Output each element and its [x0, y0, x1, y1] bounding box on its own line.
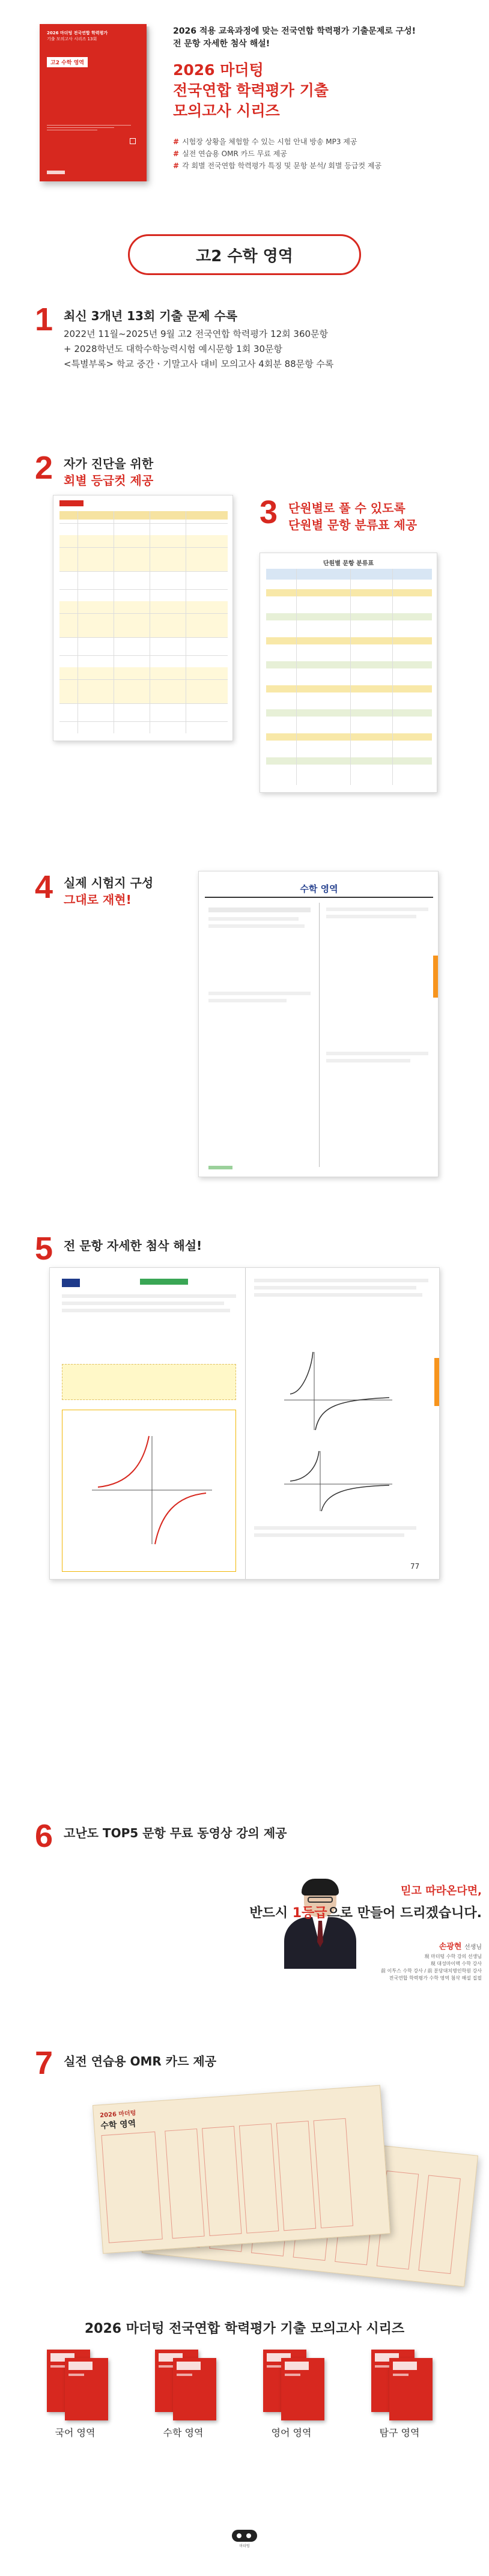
section-4-title-line-1: 실제 시험지 구성 — [64, 876, 154, 890]
intro-line-2: 전 문항 자세한 첨삭 해설! — [173, 39, 270, 49]
book-label-math: 수학 영역 — [163, 2427, 204, 2438]
book-cover-subject: 고2 수학 영역 — [47, 57, 88, 67]
book-shadow — [147, 26, 150, 181]
hash-icon: # — [173, 138, 180, 146]
book-label-english: 영어 영역 — [271, 2427, 312, 2438]
section-1-line-1: 2022년 11월~2025년 9월 고2 전국연합 학력평가 12회 360문항 — [64, 329, 329, 339]
publisher-logo — [232, 2530, 257, 2547]
promo-promise: 반드시 1등급으로 만들어 드리겠습니다. — [249, 1906, 482, 1921]
section-number-1: 1 — [35, 302, 53, 338]
section-1-title: 최신 3개년 13회 기출 문제 수록 — [64, 309, 238, 323]
header-text — [173, 25, 473, 172]
grade-cut-page-mock — [53, 495, 233, 741]
section-2-title — [64, 455, 153, 489]
page-number: 77 — [410, 1562, 420, 1571]
lecturer-credentials: 現 마더텅 수학 강의 선생님 現 대성마이맥 수학 강사 前 이투스 수학 강사 / 前 분당대치명인학원 강사 전국연합 학력평가 수학 영역 첨삭 해설 집필 — [381, 1954, 482, 1981]
series-footer-title: 2026 마더텅 전국연합 학력평가 기출 모의고사 시리즈 — [84, 2321, 405, 2336]
feature-list — [173, 136, 473, 172]
solution-graph-2-icon — [278, 1346, 398, 1436]
solution-graph-3-icon — [278, 1448, 398, 1514]
book-cover-decoration — [47, 123, 131, 132]
series-title-line-1: 2026 마더텅 — [173, 61, 264, 79]
section-number-2: 2 — [35, 450, 53, 486]
book-cover-badge — [130, 138, 136, 144]
feature-text: 시험장 상황을 체험할 수 있는 시험 안내 방송 MP3 제공 — [182, 138, 357, 146]
series-title-line-2: 전국연합 학력평가 기출 — [173, 82, 329, 99]
section-number-7: 7 — [35, 2045, 53, 2081]
section-3-title — [288, 500, 417, 533]
omr-header: 2026 마더텅 — [99, 2110, 136, 2120]
header-section — [0, 0, 489, 204]
section-1-body — [64, 327, 472, 372]
section-5-title: 전 문항 자세한 첨삭 해설! — [64, 1238, 202, 1253]
series-title-line-3: 모의고사 시리즈 — [173, 102, 280, 120]
feature-item — [173, 148, 473, 160]
section-number-5: 5 — [35, 1231, 53, 1267]
unit-classification-page-mock — [260, 553, 437, 793]
book-cover-logo — [47, 171, 65, 174]
intro-line-1: 2026 적용 교육과정에 맞는 전국연합 학력평가 기출문제로 구성! — [173, 26, 416, 36]
lecturer-name: 손광현 선생님 — [439, 1942, 482, 1951]
section-2-title-line-1: 자가 진단을 위한 — [64, 456, 154, 471]
section-6-title: 고난도 TOP5 문항 무료 동영상 강의 제공 — [64, 1826, 287, 1840]
unit-table-title: 단원별 문항 분류표 — [323, 560, 374, 567]
intro-text — [173, 25, 473, 50]
section-4-title-line-2: 그대로 재현! — [64, 893, 132, 907]
feature-text: 각 회별 전국연합 학력평가 특징 및 문항 분석/ 회별 등급컷 제공 — [182, 162, 382, 170]
exam-paper-mock — [198, 871, 439, 1177]
book-label-inquiry: 탐구 영역 — [379, 2427, 420, 2438]
section-number-3: 3 — [260, 494, 278, 530]
paper-header-tag — [59, 500, 84, 506]
subject-pill: 고2 수학 영역 — [128, 234, 361, 275]
section-3-title-line-2: 단원별 문항 분류표 제공 — [288, 518, 418, 532]
feature-item — [173, 136, 473, 148]
hash-icon: # — [173, 162, 180, 170]
book-cover-line1: 2026 마더텅 전국연합 학력평가 — [47, 31, 108, 35]
section-4-title — [64, 874, 153, 908]
book-cover — [40, 24, 147, 181]
section-2-title-line-2: 회별 등급컷 제공 — [64, 473, 154, 488]
feature-item — [173, 160, 473, 172]
book-cover-line2: 기출 모의고사 시리즈 13회 — [47, 37, 97, 41]
publisher-name: 마더텅 — [239, 2544, 250, 2548]
hash-icon: # — [173, 150, 180, 158]
exam-header — [205, 877, 433, 898]
grade-cut-table — [59, 511, 228, 733]
section-1-line-3: <특별부록> 학교 중간ㆍ기말고사 대비 모의고사 4회분 88문항 수록 — [64, 359, 334, 369]
feature-text: 실전 연습용 OMR 카드 무료 제공 — [182, 150, 287, 158]
solution-spread-mock — [49, 1267, 440, 1580]
section-3-title-line-1: 단원별로 풀 수 있도록 — [288, 501, 405, 515]
section-7-title: 실전 연습용 OMR 카드 제공 — [64, 2054, 217, 2068]
solution-graph-icon — [86, 1430, 218, 1550]
exam-paper-title: 수학 영역 — [300, 883, 338, 894]
section-1-line-2: + 2028학년도 대학수학능력시험 예시문항 1회 30문항 — [64, 344, 283, 354]
series-title — [173, 60, 473, 121]
book-label-korean: 국어 영역 — [55, 2427, 96, 2438]
section-number-6: 6 — [35, 1818, 53, 1854]
section-number-4: 4 — [35, 869, 53, 905]
omr-subject: 수학 영역 — [100, 2119, 136, 2132]
book-cover-title — [47, 30, 137, 54]
promo-quote: 믿고 따라온다면, — [401, 1885, 482, 1897]
series-books — [29, 2350, 461, 2488]
omr-card-front — [93, 2085, 390, 2254]
